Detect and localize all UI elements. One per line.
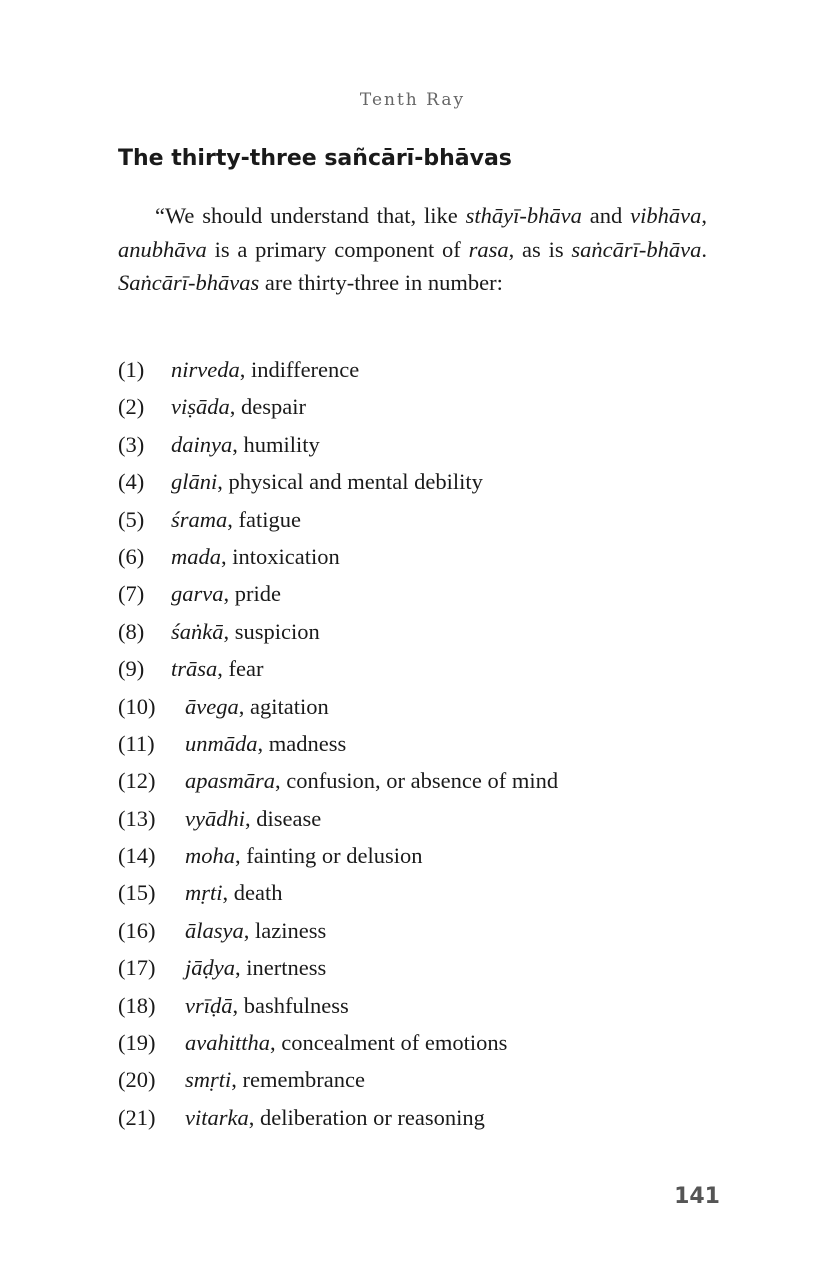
item-number: (13) [118, 805, 156, 831]
item-term: vitarka [185, 1104, 249, 1130]
intro-paragraph [118, 199, 707, 300]
item-term: vyādhi [185, 805, 245, 831]
item-number: (5) [118, 506, 145, 532]
list-item [118, 577, 718, 614]
item-term: apasmāra [185, 768, 276, 794]
item-number: (16) [118, 917, 156, 943]
section-title: The thirty-three sañcārī-bhāvas [118, 146, 512, 171]
list-item [118, 353, 718, 390]
item-term: vrīḍā [185, 992, 233, 1018]
item-term: unmāda [185, 730, 258, 756]
item-meaning: , pride [223, 581, 281, 607]
item-number: (6) [118, 543, 145, 569]
item-number: (3) [118, 431, 145, 457]
item-number: (4) [118, 469, 145, 495]
intro-term: vibhāva [630, 203, 702, 228]
item-number: (9) [118, 656, 145, 682]
list-item [118, 764, 718, 801]
sancari-bhava-list [118, 353, 718, 1138]
item-term: viṣāda [171, 394, 230, 420]
item-term: garva [171, 581, 224, 607]
item-term: trāsa [171, 656, 218, 682]
item-meaning: , disease [244, 805, 322, 831]
page-number: 141 [674, 1184, 720, 1209]
list-item [118, 1101, 718, 1138]
intro-text: , as is [508, 236, 572, 262]
item-number: (14) [118, 843, 156, 869]
list-item [118, 876, 718, 913]
list-item [118, 802, 718, 839]
item-meaning: , humility [232, 431, 320, 457]
intro-term: Saṅcārī-bhāvas [118, 270, 260, 295]
intro-term: rasa [468, 236, 509, 262]
item-number: (1) [118, 357, 145, 382]
item-number: (18) [118, 992, 156, 1018]
item-term: glāni [171, 469, 218, 495]
intro-term: saṅcārī-bhāva [571, 236, 702, 262]
intro-text: are thirty-three in number: [259, 270, 503, 295]
list-item [118, 390, 718, 427]
item-meaning: , intoxication [221, 543, 340, 569]
item-term: śaṅkā [171, 618, 224, 644]
list-item [118, 540, 718, 577]
item-meaning: , fainting or delusion [235, 843, 423, 869]
item-meaning: , suspicion [223, 618, 320, 644]
item-number: (21) [118, 1104, 156, 1130]
item-meaning: , madness [257, 730, 347, 756]
list-item [118, 615, 718, 652]
item-meaning: , concealment of emotions [270, 1030, 508, 1056]
item-meaning: , physical and mental debility [217, 469, 483, 495]
list-item [118, 727, 718, 764]
item-meaning: , agitation [238, 693, 329, 719]
item-meaning: , deliberation or reasoning [248, 1104, 485, 1130]
intro-term: sthāyī-bhāva [465, 203, 582, 228]
item-term: āvega [185, 693, 239, 719]
list-item [118, 503, 718, 540]
item-term: ālasya [185, 917, 244, 943]
item-meaning: , bashfulness [232, 992, 349, 1018]
list-item [118, 1026, 718, 1063]
item-meaning: , fatigue [227, 506, 301, 532]
item-term: jāḍya [185, 955, 235, 981]
item-number: (20) [118, 1067, 156, 1093]
item-number: (11) [118, 730, 155, 756]
item-meaning: , despair [229, 394, 306, 420]
list-item [118, 690, 718, 727]
item-meaning: , remembrance [231, 1067, 365, 1093]
item-meaning: , death [222, 880, 283, 906]
item-term: dainya [171, 431, 233, 457]
item-meaning: , laziness [243, 917, 327, 943]
item-meaning: , inertness [235, 955, 327, 981]
list-item [118, 1063, 718, 1100]
list-item [118, 428, 718, 465]
intro-text: “We should understand that, like [155, 203, 466, 228]
item-term: moha [185, 843, 235, 869]
item-meaning: , confusion, or absence of mind [275, 768, 559, 794]
intro-text: is a primary component of [206, 236, 469, 262]
list-item [118, 914, 718, 951]
item-meaning: , indifference [239, 357, 360, 382]
list-item [118, 465, 718, 502]
item-number: (7) [118, 581, 145, 607]
item-term: avahittha [185, 1030, 270, 1056]
intro-term: anubhāva [118, 236, 207, 262]
item-number: (10) [118, 693, 156, 719]
item-term: nirveda [171, 357, 240, 382]
list-item [118, 839, 718, 876]
intro-text: and [581, 203, 631, 228]
item-term: śrama [171, 506, 228, 532]
item-term: mada [171, 543, 221, 569]
item-term: smṛti [185, 1067, 232, 1093]
intro-text: , [701, 203, 707, 228]
item-number: (17) [118, 955, 156, 981]
item-number: (19) [118, 1030, 156, 1056]
item-term: mṛti [185, 880, 223, 906]
item-number: (2) [118, 394, 145, 420]
item-number: (8) [118, 618, 145, 644]
item-number: (12) [118, 768, 156, 794]
list-item [118, 951, 718, 988]
list-item [118, 989, 718, 1026]
running-head: Tenth Ray [359, 90, 466, 110]
item-number: (15) [118, 880, 156, 906]
item-meaning: , fear [217, 656, 264, 682]
intro-text: . [701, 236, 707, 262]
list-item [118, 652, 718, 689]
